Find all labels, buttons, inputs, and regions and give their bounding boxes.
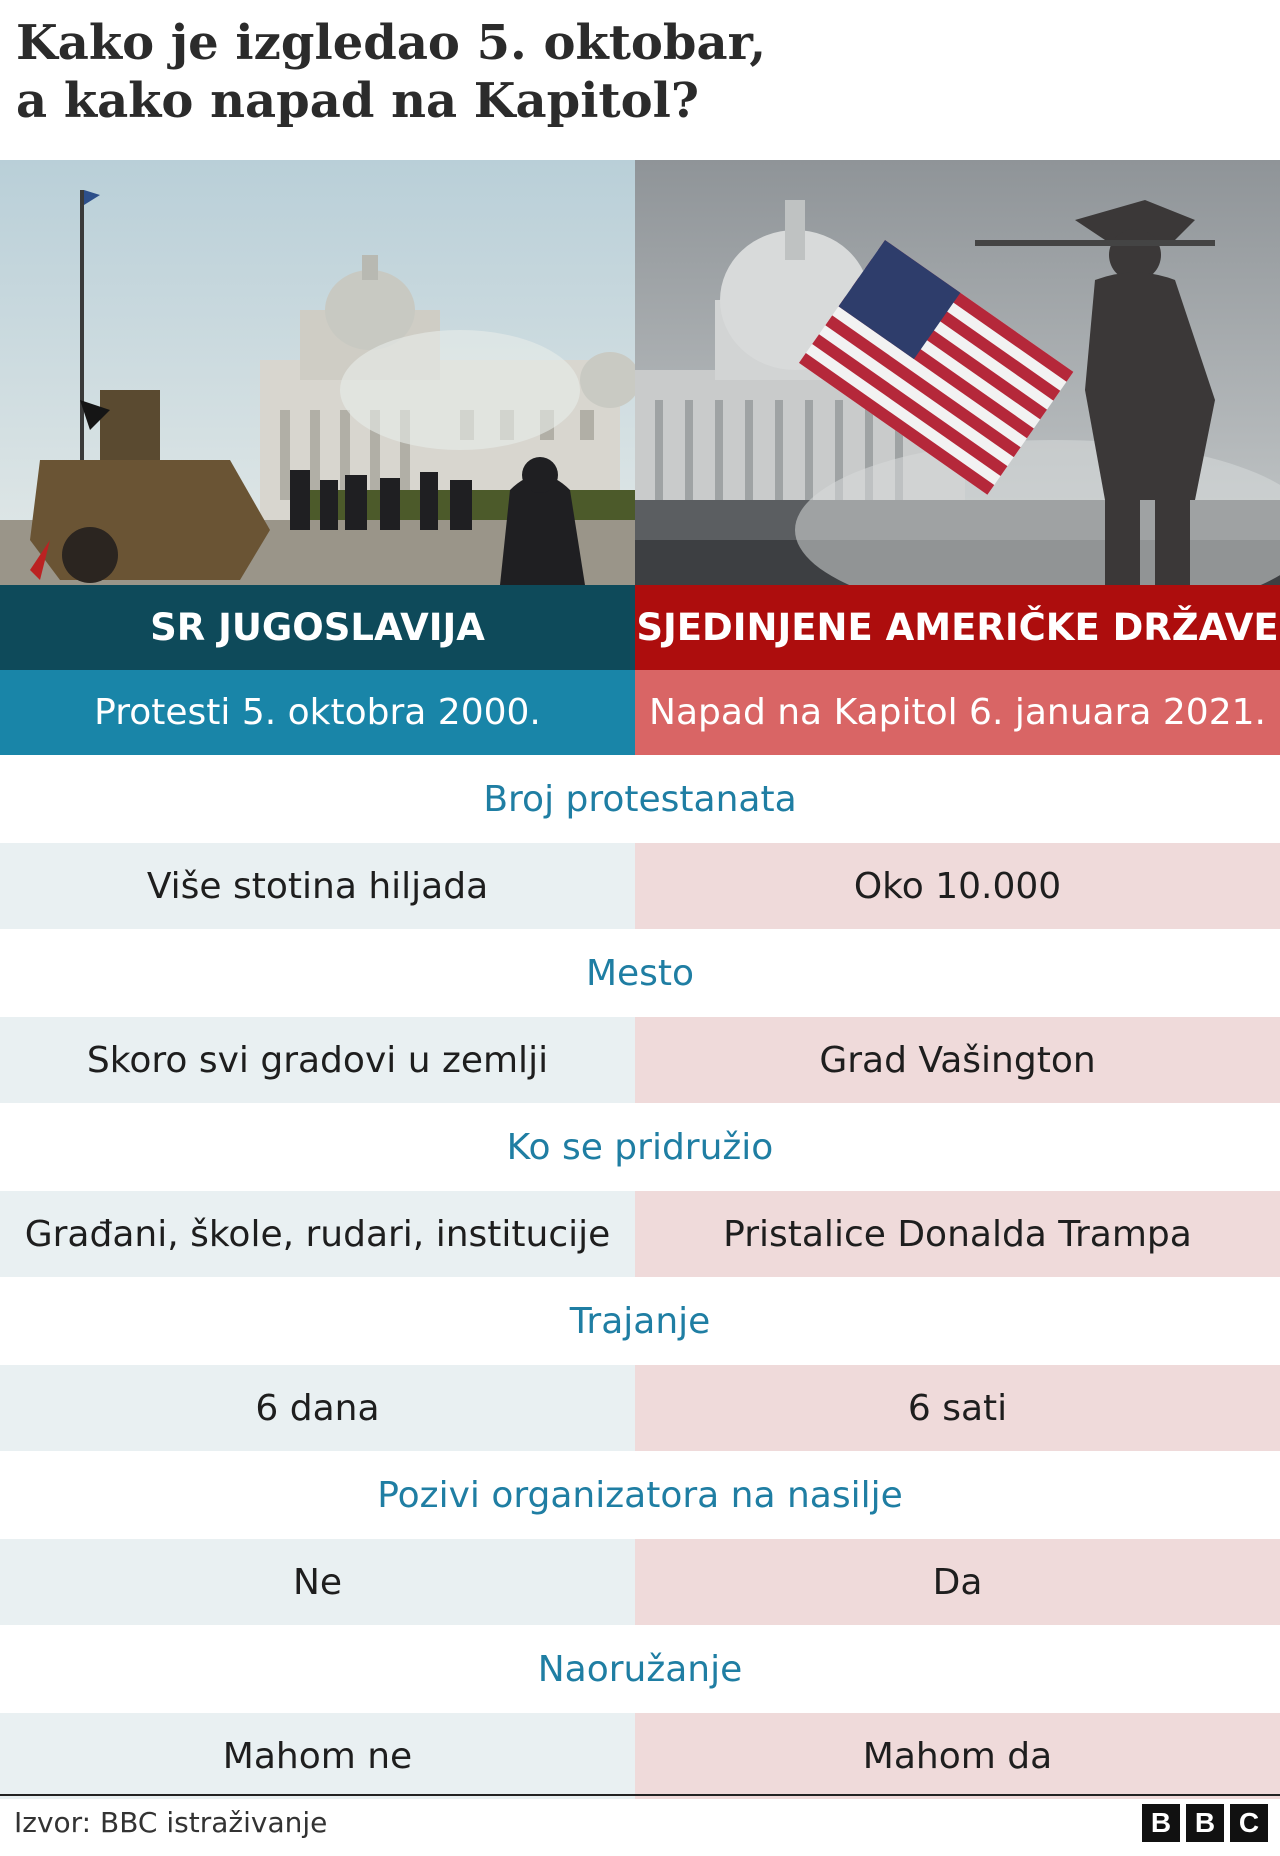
row-values [0, 843, 1280, 929]
comparison-section [0, 1451, 1280, 1625]
comparison-table [0, 755, 1280, 1799]
photo-capitol-attack [635, 160, 1280, 585]
value-right: Oko 10.000 [635, 843, 1280, 929]
value-left: Ne [0, 1539, 635, 1625]
row-values [0, 1539, 1280, 1625]
value-left: Mahom ne [0, 1713, 635, 1799]
row-heading: Ko se pridružio [506, 1126, 774, 1168]
row-heading: Mesto [585, 952, 695, 994]
value-right: Mahom da [635, 1713, 1280, 1799]
row-heading: Trajanje [569, 1300, 711, 1342]
source-note: Izvor: BBC istraživanje [14, 1806, 328, 1839]
value-right: Grad Vašington [635, 1017, 1280, 1103]
row-values [0, 1713, 1280, 1799]
comparison-section [0, 929, 1280, 1103]
value-right: Pristalice Donalda Trampa [635, 1191, 1280, 1277]
bbc-logo [1142, 1804, 1268, 1842]
bbc-logo-letter: B [1186, 1804, 1224, 1842]
bbc-logo-letter: B [1142, 1804, 1180, 1842]
title-line-1: Kako je izgledao 5. oktobar, [16, 15, 767, 71]
comparison-section [0, 755, 1280, 929]
comparison-section [0, 1103, 1280, 1277]
row-heading: Broj protestanata [483, 778, 797, 820]
event-label-right: Napad na Kapitol 6. januara 2021. [635, 670, 1280, 755]
event-label-left: Protesti 5. oktobra 2000. [0, 670, 635, 755]
country-header-left: SR JUGOSLAVIJA [0, 585, 635, 670]
row-values [0, 1365, 1280, 1451]
title-line-2: a kako napad na Kapitol? [16, 73, 699, 129]
value-right: Da [635, 1539, 1280, 1625]
row-heading: Naoružanje [537, 1648, 743, 1690]
bbc-logo-letter: C [1230, 1804, 1268, 1842]
comparison-section [0, 1625, 1280, 1799]
value-left: Skoro svi gradovi u zemlji [0, 1017, 635, 1103]
row-heading: Pozivi organizatora na nasilje [377, 1474, 903, 1516]
country-header-right: SJEDINJENE AMERIČKE DRŽAVE [635, 585, 1280, 670]
value-left: 6 dana [0, 1365, 635, 1451]
value-right: 6 sati [635, 1365, 1280, 1451]
row-values [0, 1191, 1280, 1277]
comparison-section [0, 1277, 1280, 1451]
row-values [0, 1017, 1280, 1103]
value-left: Građani, škole, rudari, institucije [0, 1191, 635, 1277]
footer-divider [0, 1794, 1280, 1796]
photo-belgrade-protest [0, 160, 635, 585]
value-left: Više stotina hiljada [0, 843, 635, 929]
infographic-title [16, 14, 1256, 130]
photo-strip [0, 160, 1280, 585]
